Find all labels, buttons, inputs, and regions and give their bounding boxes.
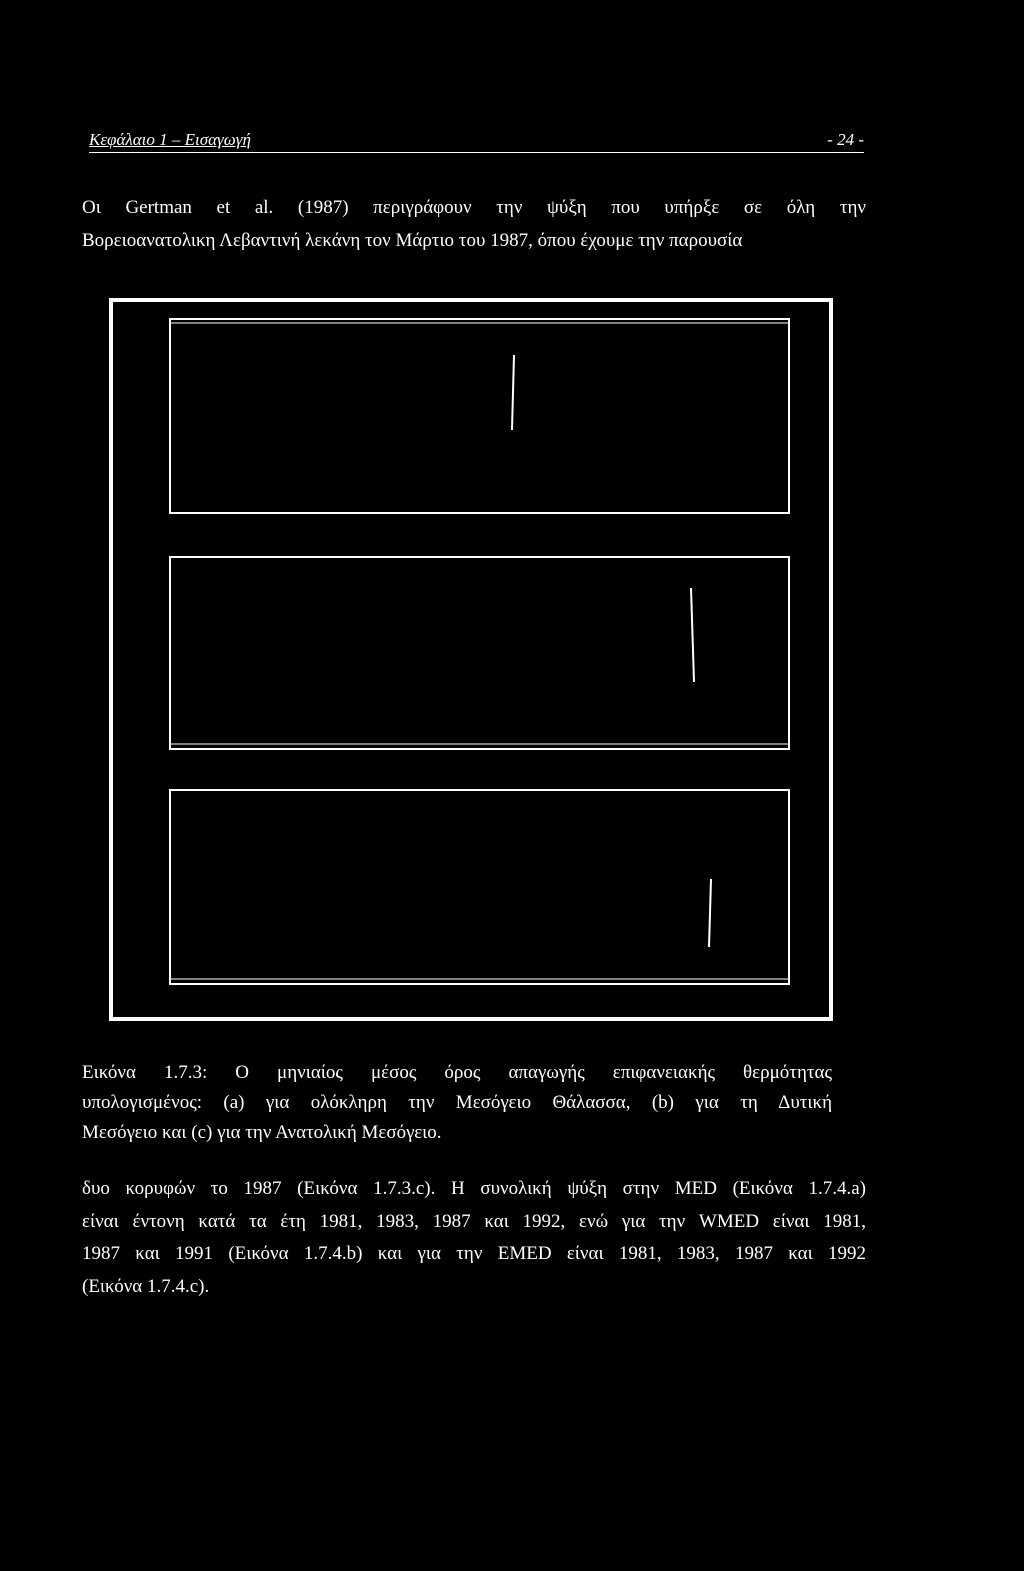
- caption-line-2: υπολογισμένος: (a) για ολόκληρη την Μεσόγειο Θάλασσα, (b) για τη Δυτική: [82, 1092, 832, 1113]
- panel-b-plot: [171, 558, 788, 748]
- paragraph-bottom-line-1: δυο κορυφών το 1987 (Εικόνα 1.7.3.c). Η συνολική ψύξη στην MED (Εικόνα 1.7.4.a): [82, 1178, 866, 1199]
- paragraph-bottom: [82, 1173, 866, 1303]
- paragraph-bottom-line-2: είναι έντονη κατά τα έτη 1981, 1983, 1987 και 1992, ενώ για την WMED είναι 1981,: [82, 1210, 866, 1232]
- chapter-title: Κεφάλαιο 1 – Εισαγωγή: [89, 130, 251, 149]
- panel-a-plot: [171, 320, 788, 512]
- figure-panel-a: [169, 318, 790, 514]
- paragraph-top-line-2: Βορειοανατολικη Λεβαντινή λεκάνη τον Μάρτιο του 1987, όπου έχουμε την παρουσία: [82, 229, 743, 251]
- page-number: - 24 -: [827, 130, 864, 149]
- paragraph-bottom-line-3: 1987 και 1991 (Εικόνα 1.7.4.b) και για την EMED είναι 1981, 1983, 1987 και 1992: [82, 1243, 866, 1264]
- panel-c-plot: [171, 791, 788, 983]
- figure-panel-b: [169, 556, 790, 750]
- panel-b-spike: [691, 588, 694, 682]
- paragraph-bottom-line-4: (Εικόνα 1.7.4.c).: [82, 1275, 210, 1297]
- page-header: [89, 130, 864, 153]
- paragraph-top: [82, 192, 866, 257]
- caption-line-3: Μεσόγειο και (c) για την Ανατολική Μεσόγειο.: [82, 1122, 442, 1143]
- caption-line-1: Εικόνα 1.7.3: Ο μηνιαίος μέσος όρος απαγωγής επιφανειακής θερμότητας: [82, 1062, 832, 1083]
- panel-a-spike: [512, 355, 514, 430]
- figure-caption: [82, 1058, 832, 1148]
- paragraph-top-line-1: Οι Gertman et al. (1987) περιγράφουν την ψύξη που υπήρξε σε όλη την: [82, 197, 866, 218]
- figure-panel-c: [169, 789, 790, 985]
- panel-c-spike: [709, 879, 711, 947]
